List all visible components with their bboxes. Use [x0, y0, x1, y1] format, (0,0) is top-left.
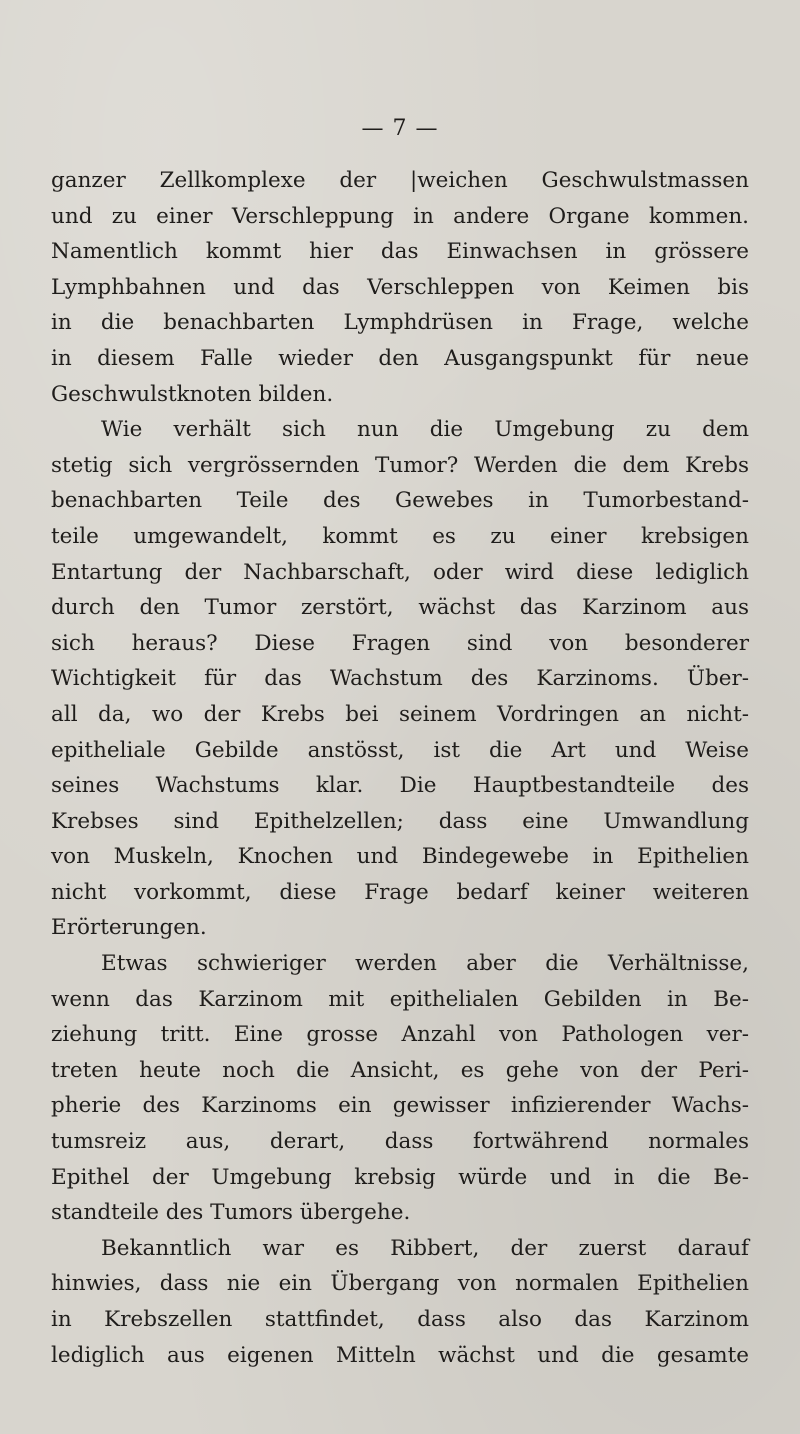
text-line: durch den Tumor zerstört, wächst das Karzinom aus — [51, 595, 749, 621]
text-line: und zu einer Verschleppung in andere Organe kommen. — [51, 203, 749, 229]
text-line: standteile des Tumors übergehe. — [51, 1200, 411, 1226]
text-line: hinwies, dass nie ein Übergang von normalen Epithelien — [51, 1271, 749, 1297]
text-line: Lymphbahnen und das Verschleppen von Keimen bis — [51, 274, 749, 300]
text-line: ganzer Zellkomplexe der |weichen Geschwulstmassen — [51, 168, 749, 193]
text-line: Krebses sind Epithelzellen; dass eine Umwandlung — [51, 808, 749, 834]
text-line: sich heraus? Diese Fragen sind von besonderer — [51, 630, 749, 656]
text-line: teile umgewandelt, kommt es zu einer krebsigen — [51, 523, 749, 549]
text-line: Namentlich kommt hier das Einwachsen in grössere — [51, 239, 749, 265]
text-line: Bekanntlich war es Ribbert, der zuerst darauf — [101, 1235, 749, 1261]
text-line: Geschwulstknoten bilden. — [51, 381, 334, 407]
text-line: ziehung tritt. Eine grosse Anzahl von Pathologen ver- — [51, 1022, 749, 1048]
text-line: Wie verhält sich nun die Umgebung zu dem — [101, 417, 749, 443]
text-line: epitheliale Gebilde anstösst, ist die Art und Weise — [51, 737, 749, 763]
text-line: lediglich aus eigenen Mitteln wächst und die gesamte — [51, 1342, 749, 1368]
text-line: treten heute noch die Ansicht, es gehe von der Peri- — [51, 1057, 749, 1083]
text-line: stetig sich vergrössernden Tumor? Werden die dem Krebs — [51, 452, 749, 478]
text-line: Entartung der Nachbarschaft, oder wird diese lediglich — [51, 559, 749, 585]
text-line: Epithel der Umgebung krebsig würde und in die Be- — [51, 1164, 749, 1190]
text-line: in diesem Falle wieder den Ausgangspunkt für neue — [51, 345, 749, 371]
text-line: Wichtigkeit für das Wachstum des Karzinoms. Über- — [51, 666, 749, 692]
text-line: von Muskeln, Knochen und Bindegewebe in Epithelien — [51, 844, 749, 870]
page-number: — 7 — — [361, 116, 439, 141]
text-line: benachbarten Teile des Gewebes in Tumorbestand- — [51, 488, 749, 514]
text-line: nicht vorkommt, diese Frage bedarf keiner weiteren — [51, 879, 749, 905]
text-line: Etwas schwieriger werden aber die Verhältnisse, — [101, 951, 749, 977]
text-line: Erörterungen. — [51, 915, 207, 941]
text-line: tumsreiz aus, derart, dass fortwährend normales — [51, 1129, 749, 1155]
text-line: all da, wo der Krebs bei seinem Vordringen an nicht- — [51, 701, 749, 727]
text-line: in Krebszellen stattfindet, dass also das Karzinom — [51, 1307, 749, 1332]
text-line: wenn das Karzinom mit epithelialen Gebilden in Be- — [51, 986, 749, 1012]
text-line: in die benachbarten Lymphdrüsen in Frage, welche — [51, 310, 749, 336]
text-line: pherie des Karzinoms ein gewisser infizierender Wachs- — [51, 1093, 749, 1119]
body-text — [51, 163, 749, 1373]
text-line: seines Wachstums klar. Die Hauptbestandteile des — [51, 773, 749, 799]
